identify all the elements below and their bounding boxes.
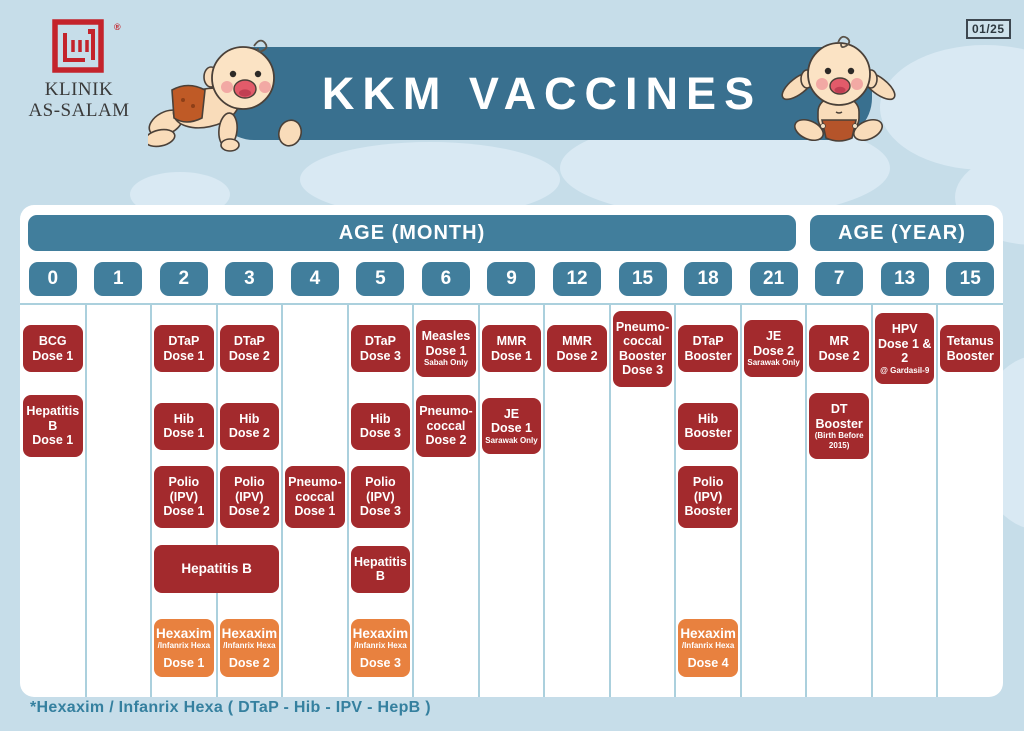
clinic-name-line2: AS-SALAM [28, 99, 130, 121]
vaccine-card: Hepatitis B [351, 546, 411, 593]
age-chip-month-0: 0 [29, 262, 77, 296]
vaccine-card: Hexaxim /Infanrix Hexa Dose 1 [154, 619, 214, 677]
vaccine-card: Pneumo- coccal Booster Dose 3 [613, 311, 673, 387]
age-chip-year-15: 15 [946, 262, 994, 296]
age-chip-month-4: 4 [291, 262, 339, 296]
vaccine-card: Hib Dose 2 [220, 403, 280, 450]
vaccine-card: Pneumo- coccal Dose 1 [285, 466, 345, 528]
edition-badge: 01/25 [966, 19, 1011, 39]
vaccine-card: Hib Dose 3 [351, 403, 411, 450]
registered-mark: ® [114, 22, 121, 32]
vaccine-card: Measles Dose 1 Sabah Only [416, 320, 476, 376]
poster-title: KKM VACCINES [321, 67, 763, 119]
hexaxim-footnote: *Hexaxim / Infanrix Hexa ( DTaP - Hib - IPV - HepB ) [30, 699, 431, 716]
vaccine-card: DT Booster (Birth Before 2015) [809, 393, 869, 458]
vaccine-card: Hexaxim /Infanrix Hexa Dose 4 [678, 619, 738, 677]
age-chip-month-21: 21 [750, 262, 798, 296]
vaccine-card: Hepatitis B Dose 1 [23, 395, 83, 457]
vaccine-card: DTaP Dose 2 [220, 325, 280, 372]
age-chip-month-3: 3 [225, 262, 273, 296]
vaccine-card: Hexaxim /Infanrix Hexa Dose 3 [351, 619, 411, 677]
vaccine-grid-area [20, 303, 1003, 692]
title-banner [212, 47, 872, 140]
vaccine-grid [20, 305, 1003, 692]
klinik-as-salam-logo [18, 14, 140, 121]
baby-sitting-illustration [778, 34, 900, 148]
baby-crawling-illustration [148, 28, 310, 158]
vaccine-card: Polio (IPV) Dose 1 [154, 466, 214, 528]
age-chip-year-7: 7 [815, 262, 863, 296]
vaccine-card: MMR Dose 1 [482, 325, 542, 372]
vaccine-card: MMR Dose 2 [547, 325, 607, 372]
age-chip-month-18: 18 [684, 262, 732, 296]
vaccine-card: DTaP Dose 3 [351, 325, 411, 372]
age-chip-month-2: 2 [160, 262, 208, 296]
vaccine-card: BCG Dose 1 [23, 325, 83, 372]
age-chip-month-6: 6 [422, 262, 470, 296]
age-chip-month-1: 1 [94, 262, 142, 296]
vaccine-card: Hib Booster [678, 403, 738, 450]
age-month-header: AGE (MONTH) [28, 215, 796, 251]
vaccine-card: Polio (IPV) Dose 2 [220, 466, 280, 528]
vaccine-card: Pneumo- coccal Dose 2 [416, 395, 476, 457]
vaccine-card: JE Dose 1 Sarawak Only [482, 398, 542, 454]
vaccine-card: HPV Dose 1 & 2 @ Gardasil-9 [875, 313, 935, 384]
logo-kufic-seal-icon [48, 14, 110, 80]
age-chip-year-13: 13 [881, 262, 929, 296]
vaccine-card: Hexaxim /Infanrix Hexa Dose 2 [220, 619, 280, 677]
cloud-decoration [880, 45, 1024, 170]
age-chip-month-12: 12 [553, 262, 601, 296]
age-chip-month-15: 15 [619, 262, 667, 296]
age-chip-row [20, 262, 1003, 296]
age-chip-month-5: 5 [356, 262, 404, 296]
vaccine-card: Hepatitis B [154, 545, 279, 593]
vaccine-card: MR Dose 2 [809, 325, 869, 372]
vaccine-card: DTaP Booster [678, 325, 738, 372]
clinic-name-line1: KLINIK [44, 79, 114, 100]
vaccine-card: DTaP Dose 1 [154, 325, 214, 372]
vaccine-card: Polio (IPV) Booster [678, 466, 738, 528]
age-chip-month-9: 9 [487, 262, 535, 296]
vaccine-card: Polio (IPV) Dose 3 [351, 466, 411, 528]
age-year-header: AGE (YEAR) [810, 215, 994, 251]
vaccine-card: Tetanus Booster [940, 325, 1000, 372]
vaccine-schedule-panel [20, 205, 1003, 697]
vaccine-card: JE Dose 2 Sarawak Only [744, 320, 804, 376]
vaccine-card: Hib Dose 1 [154, 403, 214, 450]
